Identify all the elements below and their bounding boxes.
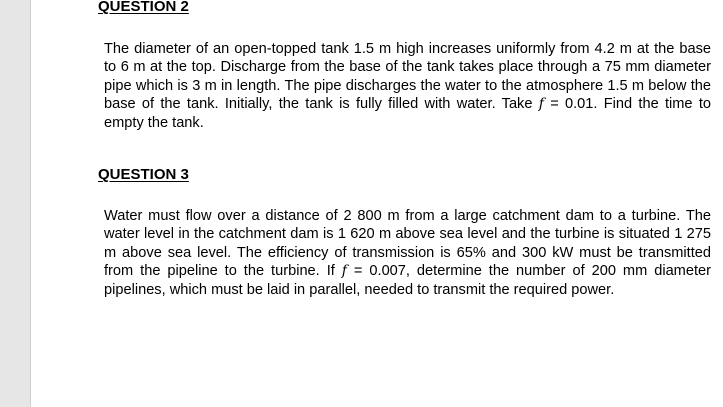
friction-factor-symbol: f [341, 263, 347, 280]
question-3-text [104, 207, 711, 299]
question-2-heading: QUESTION 2 [98, 0, 189, 15]
friction-factor-symbol: f [538, 96, 544, 113]
document-page [31, 0, 723, 407]
question-3-text-part-2: = 0.007, determine the number of 200 mm diameter pipelines, which must be laid in parallel, needed to transmit the required power. [104, 263, 711, 298]
question-3-heading: QUESTION 3 [98, 166, 189, 183]
question-2-text [104, 40, 711, 132]
question-3-text-part-1: Water must flow over a distance of 2 800 m from a large catchment dam to a turbine. The water level in the catchment dam is 1 620 m above sea level and the turbine is situated 1 275 m above sea level. The efficiency of transmission is 65% and 300 kW must be transmitted from the pipeline to the turbine. If [104, 208, 711, 280]
question-2-text-part-1: The diameter of an open-topped tank 1.5 m high increases uniformly from 4.2 m at the base to 6 m at the top. Discharge from the base of the tank takes place through a 75 mm diameter pipe which is 3 m in length. The pipe discharges the water to the atmosphere 1.5 m below the base of the tank. Initially, the tank is fully filled with water. Take [104, 41, 711, 113]
left-margin-gutter [0, 0, 31, 407]
question-2-text-part-2: = 0.01. Find the time to empty the tank. [104, 96, 711, 131]
